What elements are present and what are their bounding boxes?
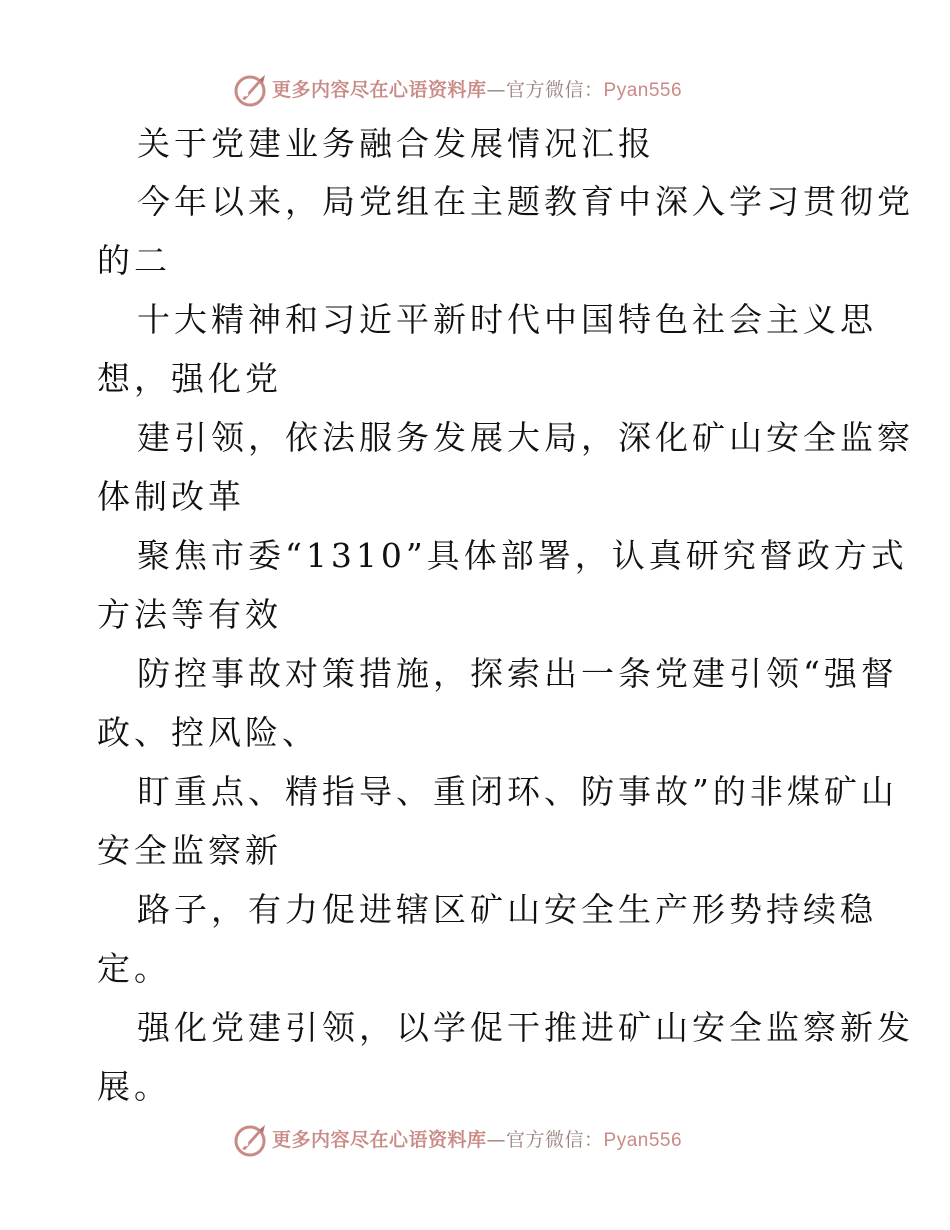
paragraph-line: 十大精神和习近平新时代中国特色社会主义思 [137, 300, 877, 339]
document-body [97, 124, 914, 1106]
paragraph-line: 建引领，依法服务发展大局，深化矿山安全监察 [137, 418, 914, 457]
quill-logo-icon [232, 1122, 268, 1158]
quill-logo-icon [232, 72, 268, 108]
paragraph-line: 体制改革 [97, 477, 245, 516]
document-title: 关于党建业务融合发展情况汇报 [137, 124, 655, 163]
paragraph-line: 的二 [97, 241, 171, 280]
paragraph-line: 盯重点、精指导、重闭环、防事故”的非煤矿山 [137, 772, 898, 811]
paragraph-line: 强化党建引领，以学促干推进矿山安全监察新发 [137, 1008, 914, 1047]
paragraph-line: 展。 [97, 1067, 171, 1106]
watermark-separator: — [486, 78, 507, 101]
paragraph-line: 定。 [97, 949, 171, 988]
watermark-wechat-id: Pyan556 [603, 1129, 683, 1151]
watermark-brand-text: 更多内容尽在心语资料库 [272, 1128, 487, 1151]
paragraph-line: 想，强化党 [97, 359, 282, 398]
paragraph-line: 今年以来，局党组在主题教育中深入学习贯彻党 [137, 182, 914, 221]
paragraph-line: 政、控风险、 [97, 713, 319, 752]
watermark-brand-text: 更多内容尽在心语资料库 [272, 78, 487, 101]
header-watermark [232, 70, 752, 110]
watermark-label: 官方微信： [506, 78, 604, 101]
paragraph-line: 聚焦市委“1310”具体部署，认真研究督政方式 [137, 536, 908, 575]
paragraph-line: 安全监察新 [97, 831, 282, 870]
paragraph-line: 路子，有力促进辖区矿山安全生产形势持续稳 [137, 890, 877, 929]
footer-watermark [232, 1120, 752, 1160]
watermark-label: 官方微信： [506, 1128, 604, 1151]
watermark-wechat-id: Pyan556 [603, 79, 683, 101]
paragraph-line: 方法等有效 [97, 595, 282, 634]
paragraph-line: 防控事故对策措施，探索出一条党建引领“强督 [137, 654, 898, 693]
watermark-separator: — [486, 1128, 507, 1151]
